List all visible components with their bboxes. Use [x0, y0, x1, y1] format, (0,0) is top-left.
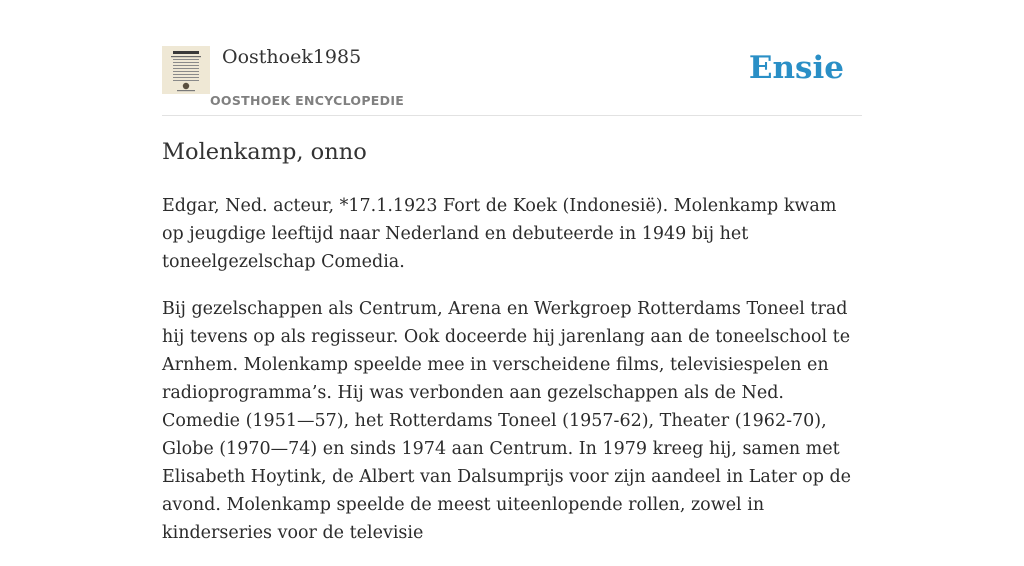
- author-name[interactable]: Oosthoek1985: [222, 46, 362, 68]
- brand-logo[interactable]: Ensie: [748, 50, 844, 86]
- source-label[interactable]: OOSTHOEK ENCYCLOPEDIE: [210, 93, 405, 108]
- article-paragraph: Bij gezelschappen als Centrum, Arena en Werkgroep Rotterdams Toneel trad hij tevens op als regisseur. Ook doceerde hij jarenlang aan de toneelschool te Arnhem. Molenkamp speelde mee in verscheidene films, televisiespelen en radioprogramma’s. Hij was verbonden aan gezelschappen als de Ned. Comedie (1951—57), het Rotterdams Toneel (1957-62), Theater (1962-70), Globe (1970—74) en sinds 1974 aan Centrum. In 1979 kreeg hij, samen met Elisabeth Hoytink, de Albert van Dalsumprijs voor zijn aandeel in Later op de avond. Molenkamp speelde de meest uiteenlopende rollen, zowel in kinderseries voor de televisie: [162, 299, 852, 543]
- article-body: [162, 192, 862, 566]
- header: [162, 40, 862, 116]
- page-container: [162, 0, 862, 543]
- header-divider: [162, 115, 862, 116]
- book-cover-icon[interactable]: [162, 46, 210, 94]
- page-title: Molenkamp, onno: [162, 139, 367, 165]
- article-paragraph: Edgar, Ned. acteur, *17.1.1923 Fort de Koek (Indonesië). Molenkamp kwam op jeugdige leeftijd naar Nederland en debuteerde in 1949 bij het toneelgezelschap Comedia.: [162, 196, 837, 272]
